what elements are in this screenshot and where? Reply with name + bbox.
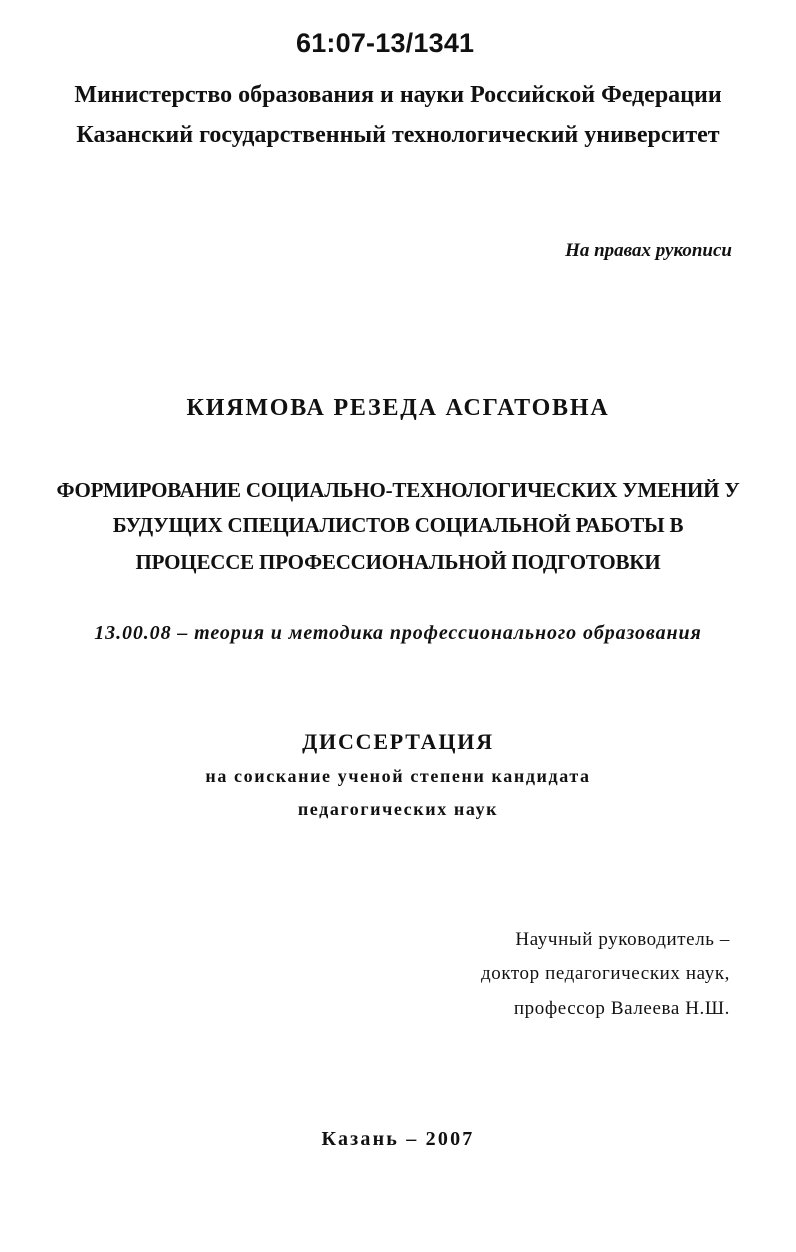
supervisor-line: доктор педагогических наук, — [480, 963, 730, 984]
title-line: ПРОЦЕССЕ ПРОФЕССИОНАЛЬНОЙ ПОДГОТОВКИ — [135, 550, 661, 574]
document-type: ДИССЕРТАЦИЯ — [302, 729, 494, 754]
author-name: КИЯМОВА РЕЗЕДА АСГАТОВНА — [186, 395, 610, 421]
ministry-name: Министерство образования и науки Российской Федерации — [74, 82, 722, 108]
degree-line: на соискание ученой степени кандидата — [205, 766, 591, 786]
place-year: Казань – 2007 — [321, 1128, 475, 1150]
title-line: БУДУЩИХ СПЕЦИАЛИСТОВ СОЦИАЛЬНОЙ РАБОТЫ В — [112, 513, 684, 537]
university-name: Казанский государственный технологический университет — [76, 122, 720, 148]
catalog-number: 61:07-13/1341 — [296, 28, 475, 58]
supervisor-line: профессор Валеева Н.Ш. — [513, 998, 730, 1019]
supervisor-line: Научный руководитель – — [515, 929, 730, 950]
rights-note: На правах рукописи — [565, 240, 732, 261]
specialty-code: 13.00.08 – теория и методика профессионального образования — [94, 622, 702, 644]
degree-line: педагогических наук — [297, 799, 499, 819]
title-line: ФОРМИРОВАНИЕ СОЦИАЛЬНО-ТЕХНОЛОГИЧЕСКИХ УМЕНИЙ У — [56, 478, 740, 502]
